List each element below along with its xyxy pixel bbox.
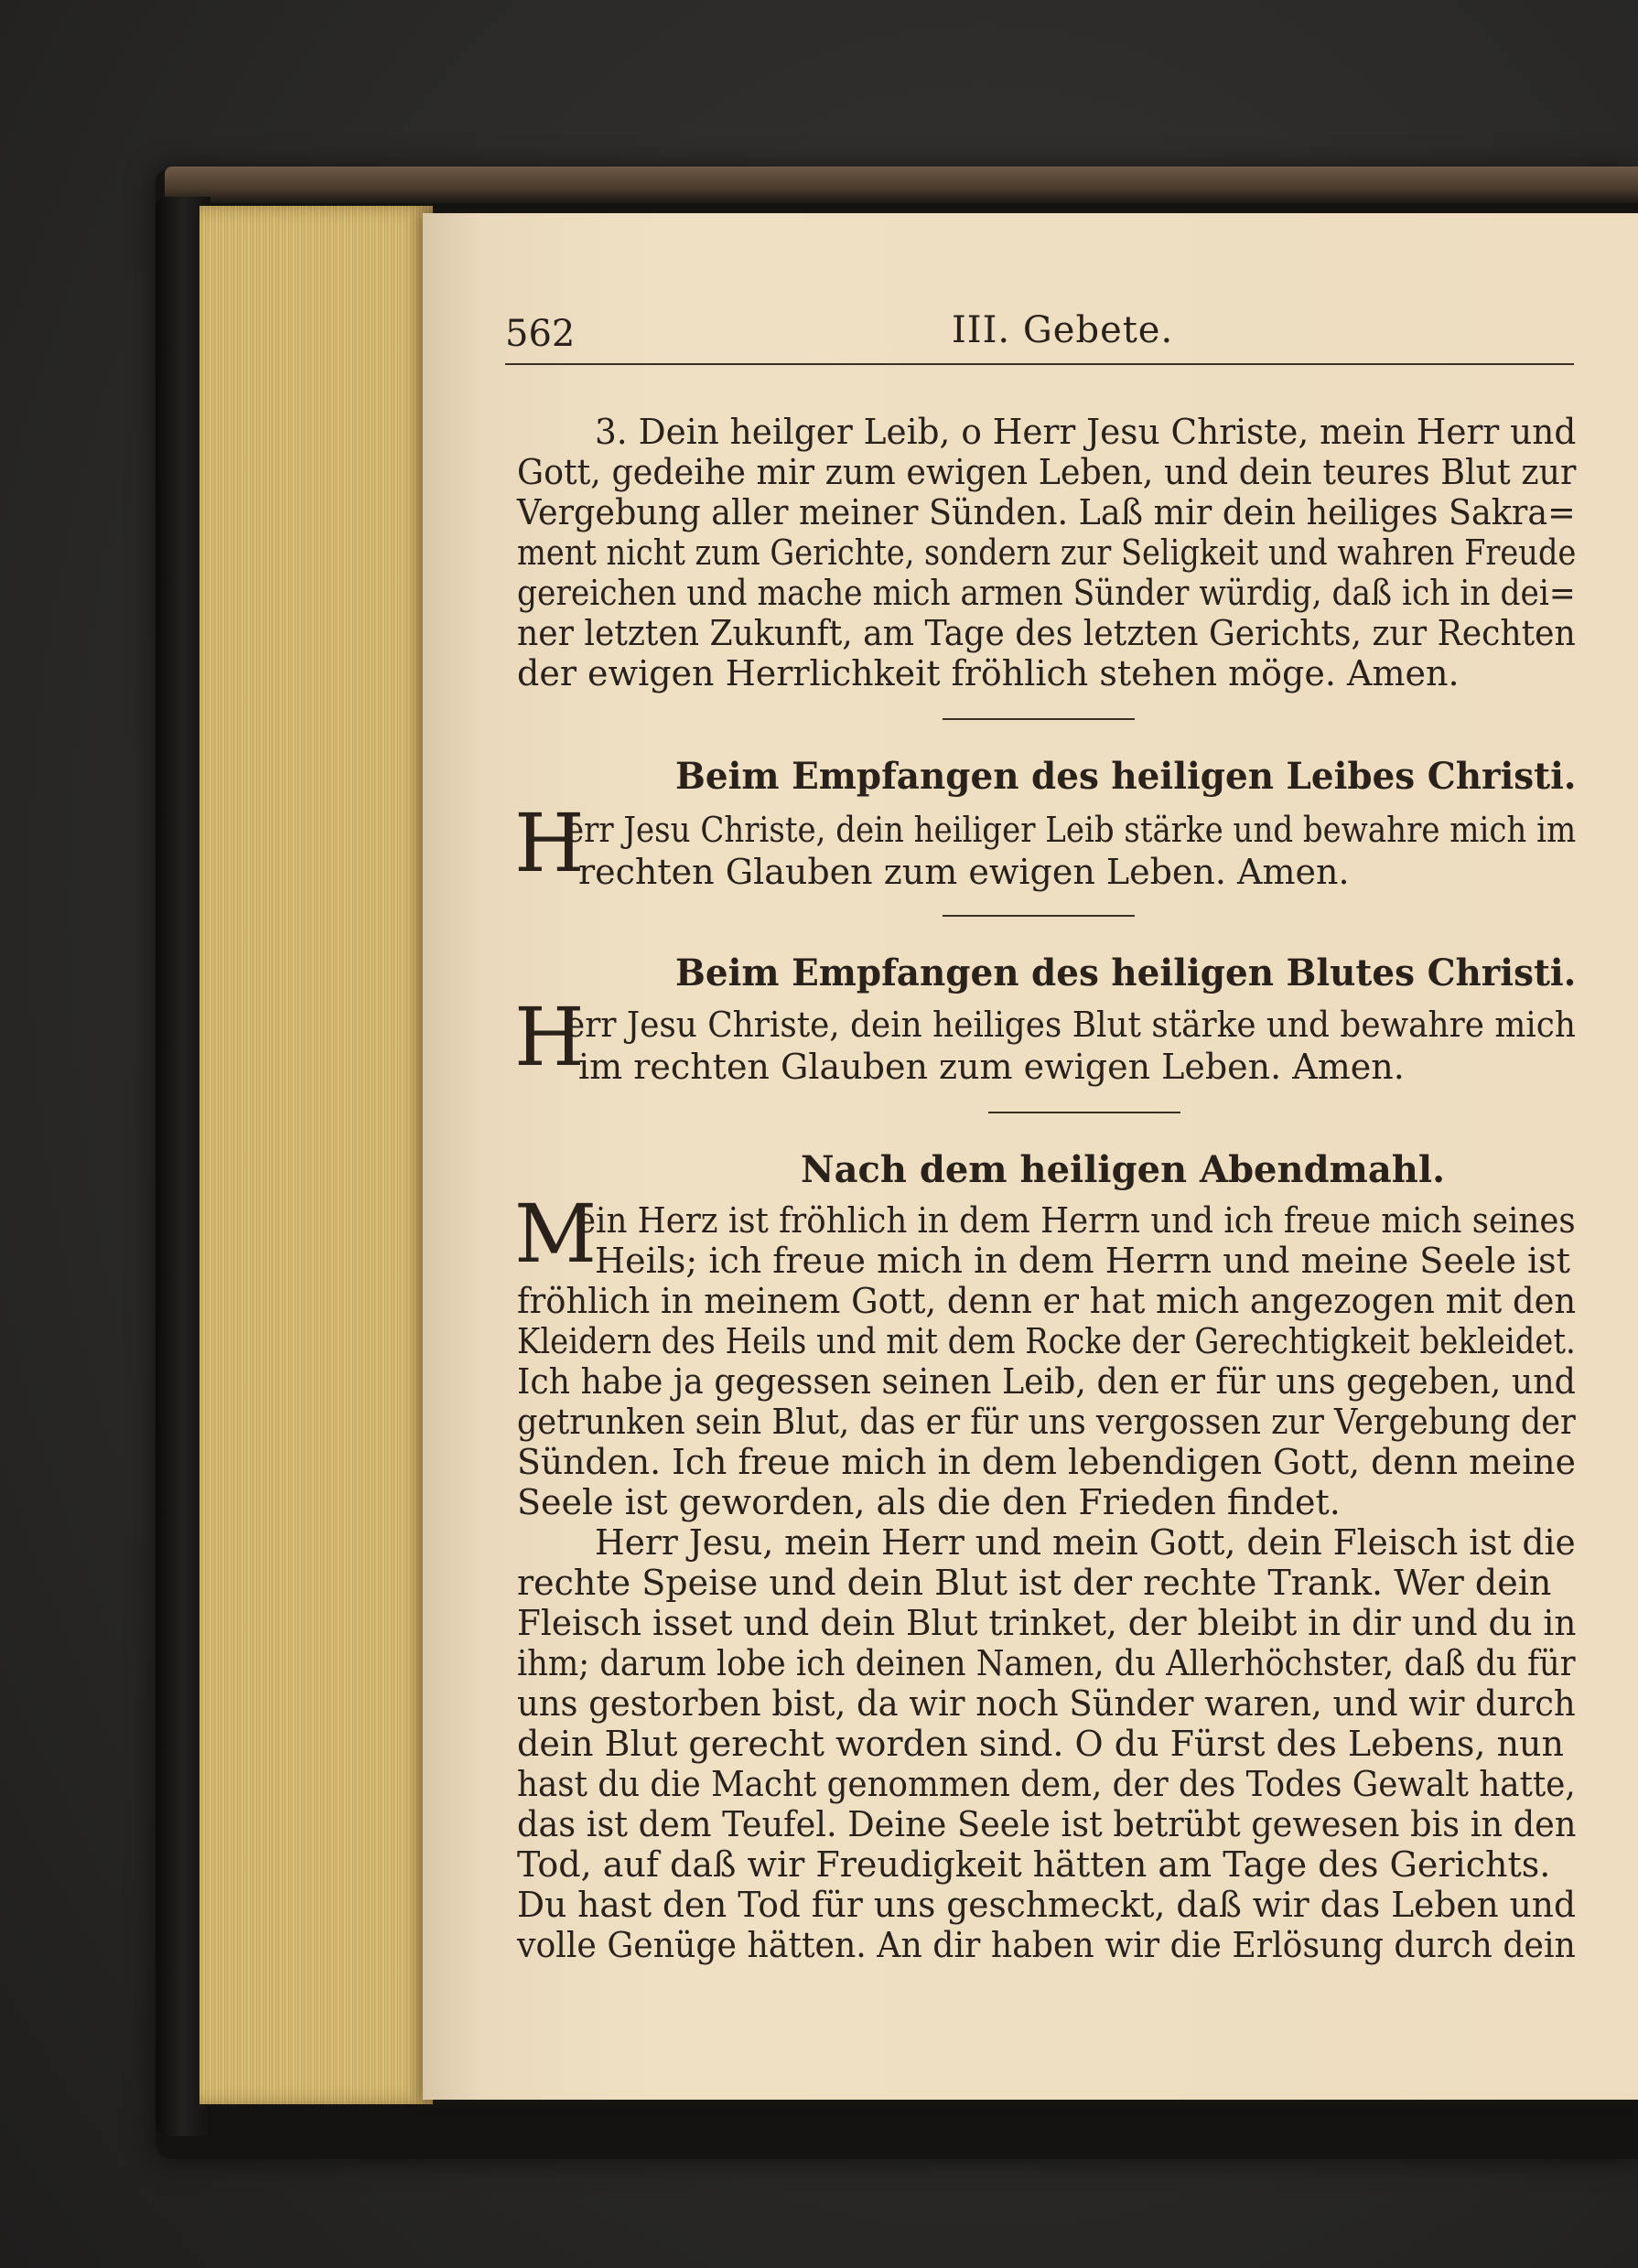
text-line: Vergebung aller meiner Sünden. Laß mir dein heiliges Sakra= (517, 492, 1576, 532)
text-line: Ich habe ja gegessen seinen Leib, den er für uns gegeben, und (517, 1361, 1576, 1402)
page-edges (199, 206, 433, 2104)
drop-initial: M (514, 1187, 598, 1281)
section-divider (943, 718, 1135, 720)
section-divider (988, 1112, 1180, 1113)
text-line: im rechten Glauben zum ewigen Leben. Amen. (578, 1047, 1405, 1087)
drop-initial: H (514, 796, 585, 890)
text-line: Seele ist geworden, als die den Frieden findet. (517, 1482, 1341, 1522)
text-line: err Jesu Christe, dein heiliges Blut stärke und bewahre mich (566, 1005, 1576, 1045)
book-cover-top-edge (165, 167, 1638, 203)
text-line: volle Genüge hätten. An dir haben wir die Erlösung durch dein (517, 1925, 1576, 1965)
text-line: ment nicht zum Gerichte, sondern zur Seligkeit und wahren Freude (517, 532, 1577, 573)
section-heading: Nach dem heiligen Abendmahl. (801, 1148, 1446, 1191)
text-line: Du hast den Tod für uns geschmeckt, daß wir das Leben und (517, 1885, 1576, 1925)
page-number: 562 (505, 313, 576, 355)
text-line: das ist dem Teufel. Deine Seele ist betrübt gewesen bis in den (517, 1804, 1577, 1844)
text-line: Herr Jesu, mein Herr und mein Gott, dein Fleisch ist die (595, 1522, 1576, 1563)
text-line: Tod, auf daß wir Freudigkeit hätten am Tage des Gerichts. (517, 1844, 1551, 1885)
text-line: dein Blut gerecht worden sind. O du Fürst des Lebens, nun (517, 1724, 1564, 1764)
text-line: err Jesu Christe, dein heiliger Leib stärke und bewahre mich im (566, 810, 1577, 850)
text-line: hast du die Macht genommen dem, der des Todes Gewalt hatte, (517, 1764, 1576, 1804)
section-heading: Beim Empfangen des heiligen Blutes Christi. (675, 951, 1577, 994)
text-line: rechte Speise und dein Blut ist der rechte Trank. Wer dein (517, 1563, 1552, 1603)
text-line: fröhlich in meinem Gott, denn er hat mich angezogen mit den (517, 1281, 1577, 1321)
text-line: Fleisch isset und dein Blut trinket, der bleibt in dir und du in (517, 1603, 1577, 1643)
text-line: ihm; darum lobe ich deinen Namen, du Allerhöchster, daß du für (517, 1643, 1576, 1683)
text-line: Gott, gedeihe mir zum ewigen Leben, und dein teures Blut zur (517, 452, 1577, 492)
section-divider (943, 915, 1135, 917)
text-line: getrunken sein Blut, das er für uns vergossen zur Vergebung der (517, 1402, 1576, 1442)
text-line: uns gestorben bist, da wir noch Sünder waren, und wir durch (517, 1683, 1576, 1724)
section-heading: Beim Empfangen des heiligen Leibes Christi. (675, 755, 1577, 798)
text-line: gereichen und mache mich armen Sünder würdig, daß ich in dei= (517, 573, 1576, 613)
text-line: rechten Glauben zum ewigen Leben. Amen. (578, 852, 1350, 892)
text-line: ner letzten Zukunft, am Tage des letzten Gerichts, zur Rechten (517, 613, 1576, 653)
text-line: ein Herz ist fröhlich in dem Herrn und ich freue mich seines (577, 1200, 1576, 1241)
text-line: Kleidern des Heils und mit dem Rocke der Gerechtigkeit bekleidet. (517, 1321, 1576, 1361)
text-line: 3. Dein heilger Leib, o Herr Jesu Christe, mein Herr und (595, 412, 1577, 452)
text-line: Heils; ich freue mich in dem Herrn und meine Seele ist (595, 1241, 1570, 1281)
drop-initial: H (514, 990, 585, 1084)
text-line: Sünden. Ich freue mich in dem lebendigen Gott, denn meine (517, 1442, 1576, 1482)
text-line: der ewigen Herrlichkeit fröhlich stehen möge. Amen. (517, 653, 1460, 693)
running-head: III. Gebete. (952, 309, 1174, 351)
header-rule (505, 363, 1574, 365)
